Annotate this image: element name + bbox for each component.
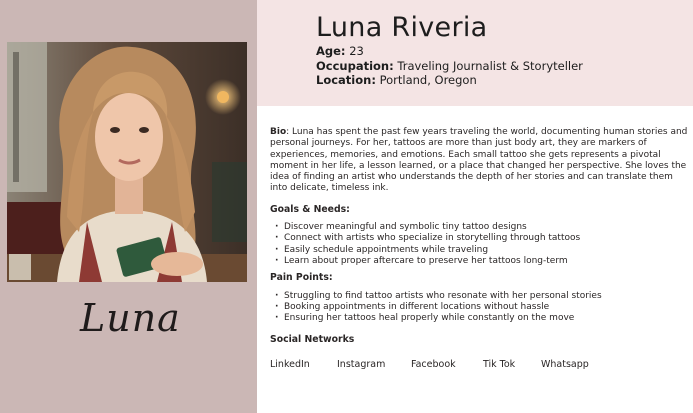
goals-list bbox=[270, 222, 688, 267]
social-linkedin-link[interactable]: LinkedIn bbox=[270, 358, 310, 370]
social-facebook-link[interactable]: Facebook bbox=[411, 358, 456, 370]
persona-content bbox=[270, 127, 688, 370]
bio-label: Bio bbox=[270, 127, 287, 137]
goals-title: Goals & Needs: bbox=[270, 203, 350, 215]
pain-points-title: Pain Points: bbox=[270, 272, 333, 284]
social-whatsapp-link[interactable]: Whatsapp bbox=[541, 358, 589, 370]
goal-item: · Connect with artists who specialize in storytelling through tattoos bbox=[275, 233, 688, 244]
location-value: Portland, Oregon bbox=[379, 73, 477, 87]
goal-item: · Discover meaningful and symbolic tiny tattoo designs bbox=[275, 222, 688, 233]
age-value: 23 bbox=[349, 44, 364, 58]
persona-meta bbox=[316, 44, 583, 88]
bio-text: : Luna has spent the past few years traveling the world, documenting human stories and personal journeys. For her, tattoos are more than just body art, they are markers of experiences, memories, and emotions. Each small tattoo she gets represents a pivotal moment in her life, a lesson learned, or a place that changed her perspective. She loves the idea of finding an artist who understands the depth of her stories and can translate them into delicate, timeless ink. bbox=[270, 127, 688, 194]
pain-point-item: · Ensuring her tattoos heal properly while constantly on the move bbox=[275, 313, 605, 324]
age-row bbox=[316, 44, 583, 59]
occupation-row bbox=[316, 59, 583, 74]
goal-item: · Learn about proper aftercare to preserve her tattoos long-term bbox=[275, 256, 688, 267]
social-networks-list bbox=[270, 359, 688, 370]
profile-photo bbox=[7, 42, 247, 282]
social-networks-title: Social Networks bbox=[270, 334, 355, 346]
occupation-label: Occupation: bbox=[316, 58, 394, 73]
signature: Luna bbox=[80, 296, 181, 340]
location-row bbox=[316, 73, 583, 88]
goal-item: · Easily schedule appointments while traveling bbox=[275, 245, 688, 256]
social-instagram-link[interactable]: Instagram bbox=[337, 358, 386, 370]
location-label: Location: bbox=[316, 73, 376, 87]
occupation-value: Traveling Journalist & Storyteller bbox=[397, 58, 583, 73]
pain-point-item: · Struggling to find tattoo artists who resonate with her personal stories bbox=[275, 291, 605, 302]
pain-point-item: · Booking appointments in different locations without hassle bbox=[275, 302, 605, 313]
bio-paragraph bbox=[270, 127, 688, 195]
persona-name: Luna Riveria bbox=[316, 12, 488, 43]
social-tiktok-link[interactable]: Tik Tok bbox=[483, 358, 516, 370]
age-label: Age: bbox=[316, 44, 346, 58]
pain-points-list bbox=[270, 291, 688, 325]
